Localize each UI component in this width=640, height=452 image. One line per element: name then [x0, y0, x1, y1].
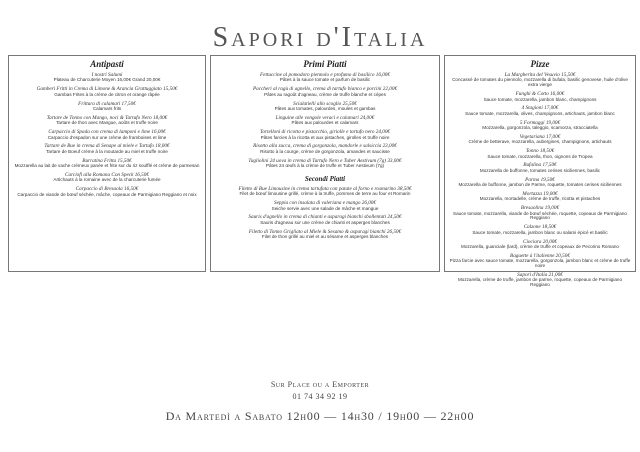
- menu-item: [448, 178, 632, 188]
- menu-item-name: Gamberi Fritti in Crema di Limone & Arancia Grattuggiato 15,50€: [36, 86, 178, 93]
- menu-item-name: 4 Stagioni 17,00€: [521, 105, 559, 112]
- menu-item-description: Sauce tomate, mozzarella, viande de bœuf séchée, roquette, copeaux de Parmigiano Reggiano: [453, 210, 627, 221]
- menu-item: [448, 106, 632, 116]
- antipasti-column: [8, 55, 206, 272]
- menu-item-name: 5 Formaggi 19,00€: [519, 119, 561, 126]
- menu-item-description: Mozzarella, gorgonzola, taleggio, scamorza, stracciatella: [482, 125, 598, 131]
- menu-item-description: Gambas Frites à la crème de citron et orange râpée: [54, 91, 160, 97]
- menu-item-description: Plateau de Charcuterie Moyen 16,00€ Grand 20,00€: [53, 77, 161, 83]
- menu-item: [214, 201, 436, 211]
- menu-item-name: Sauris d'agnello in crema di chianti e asparagi bianchi sbollentati 24,50€: [248, 214, 402, 221]
- menu-item-description: Mozzarella de buffonne, tomates cerises siciliennes, basilic: [479, 167, 601, 173]
- menu-item: [448, 240, 632, 250]
- menu-item-description: Pâtes au ragoût d'agneau, crème de truffe blanche et cèpes: [264, 91, 386, 97]
- menu-item-description: Pâtes à la sauce tomate et parfum de basilic: [279, 77, 371, 83]
- menu-item-description: Risotto à la courge, crème de gorgonzola, amandes et saucisse: [260, 148, 390, 154]
- menu-item: [214, 144, 436, 154]
- menu-item-name: Tonno 18,50€: [525, 148, 555, 155]
- menu-item-description: Pâtes aux palourdes et calamars: [291, 120, 359, 126]
- menu-item-name: Fettuccine al pomodoro piennolo e profumo di basilico 16,00€: [259, 72, 390, 78]
- pizze-heading: Pizze: [530, 59, 550, 69]
- menu-item-name: Filetto di Tonno Grigliato al Miele & Sesamo & asparagi bianchi 26,50€: [248, 228, 402, 235]
- menu-item-name: Mortazza 19,00€: [522, 190, 558, 197]
- menu-item-name: Calzone 18,50€: [523, 224, 557, 231]
- menu-item-name: Tartare de Tonno con Mango, noci & Tartufo Nero 18,00€: [46, 114, 168, 121]
- menu-item-description: Carpaccio de viande de bœuf séchée, mâche, copeaux de Parmigiano Reggiano et noix: [17, 191, 197, 197]
- menu-item-description: Mozzarella, guanciale (lard), crème de truffe et copeaux de Pecorino Romano: [461, 244, 619, 249]
- menu-item-description: Mozzarella au lait de vache crémeux panée et frite sur du riz soufflé et crème de parmesan: [14, 163, 200, 169]
- menu-item: [214, 230, 436, 240]
- menu-item: [214, 159, 436, 169]
- menu-item-description: Sauris d'agneau sur une crème de chianti et asperges blanches: [260, 219, 390, 225]
- pizze-list: [445, 73, 635, 288]
- menu-item-name: Funghi & Cotto 16,00€: [515, 91, 565, 98]
- menu-item-name: Ciociara 20,00€: [522, 238, 557, 245]
- menu-item: [214, 116, 436, 126]
- menu-item-description: Sauce tomate, mozzarella, jambon blanc, champignons: [483, 96, 597, 102]
- menu-item: [448, 225, 632, 235]
- menu-item-description: Tartare de thon avec Mangue, aoûts et truffe noire: [56, 120, 158, 126]
- menu-item-name: Frittura di calamari 17,50€: [78, 100, 136, 107]
- menu-item: [12, 159, 202, 169]
- menu-item-description: Filet de thon grillé au miel et au sésame et asperges blanches: [261, 234, 389, 240]
- menu-item: [214, 102, 436, 112]
- menu-item-name: Risotto alla zucca, crema di gorgonzola, mandorle e salsiccia 23,00€: [253, 143, 397, 150]
- menu-item-description: Pâtes 24 œufs à la crème de truffe et Tuber Aestivum (7g): [265, 163, 385, 169]
- menu-item-name: Bresaolina 19,00€: [520, 205, 560, 212]
- menu-item-description: Sauce tomate, mozzarella, thon, oignons de Tropea: [487, 153, 593, 159]
- menu-item-description: Carpaccio d'espadon sur une crème de framboises et lime: [47, 134, 167, 140]
- menu-item: [448, 135, 632, 145]
- menu-item-description: Sauce tomate, mozzarella, olives, champignons, artichauts, jambon blanc: [465, 110, 615, 116]
- menu-item: [214, 215, 436, 225]
- service-mode: Sur Place ou a Emporter: [270, 380, 370, 389]
- menu-item: [214, 187, 436, 197]
- primi-list: [211, 73, 439, 169]
- menu-item-name: Tartare de Bue in crema di Senape al miele e Tartufo 18,00€: [44, 143, 170, 150]
- menu-item-description: Sauce tomate, mozzarella, jambon blanc ou salami épicé et basilic: [472, 229, 608, 235]
- menu-item-description: Calamars frits: [92, 105, 122, 111]
- menu-item: [448, 149, 632, 159]
- menu-item-name: Paccheri al ragù di agnello, crema di tartufo bianco e porcini 22,00€: [252, 86, 398, 93]
- secondi-heading: Secondi Piatti: [304, 174, 346, 183]
- menu-item: [12, 173, 202, 183]
- menu-item: [12, 102, 202, 112]
- menu-item-name: Carciofi alla Romana Con Speck 16,50€: [65, 171, 149, 178]
- restaurant-title: Sapori d'Italia: [212, 22, 428, 53]
- menu-item: [12, 144, 202, 154]
- menu-item-name: Carpaccio di Spada con crema di lamponi e lime 16,00€: [48, 129, 166, 136]
- menu-item-name: I nostri Salumi: [91, 72, 123, 78]
- menu-item-description: Mozzarella de buffonne, jambon de Parme, roquette, tomates cerises siciliennes: [458, 182, 622, 188]
- menu-item-description: Artichauts à la romaine avec de la charcuterie fumée: [53, 177, 161, 183]
- menu-item-description: Pizza farcie avec sauce tomate, mozzarella, gorgonzola, jambon blanc et crème de truffe noire: [449, 258, 631, 269]
- menu-item-description: Mozzarella, crème de truffe, jambon de parme, roquette, copeaux de Parmigiano Reggiano: [457, 277, 623, 288]
- menu-item: [448, 121, 632, 131]
- phone-number: 01 74 34 92 19: [292, 392, 348, 401]
- menu-item: [448, 92, 632, 102]
- menu-item: [12, 116, 202, 126]
- menu-item: [448, 273, 632, 288]
- menu-item-name: Bufalina 17,50€: [523, 162, 557, 169]
- menu-item-name: Burratina Fritta 15,50€: [82, 157, 132, 164]
- menu-item-name: Parma 19,50€: [525, 176, 555, 183]
- menu-item-name: Baguette à l'italienne 20,50€: [510, 252, 570, 259]
- menu-item: [448, 254, 632, 269]
- menu-item-name: Seppia con insalata di valeriana e mango 26,00€: [273, 200, 376, 207]
- menu-item: [12, 130, 202, 140]
- menu-item: [448, 163, 632, 173]
- menu-item-description: Pâtes aux tomates, palourdes, moules et gambas: [274, 105, 376, 111]
- menu-item-description: Pâtes farcies à la ricotta et aux pistaches, girolles et truffe noire: [260, 134, 390, 140]
- menu-item-name: La Margherita del Vesuvio 15,50€: [504, 72, 576, 78]
- menu-item: [214, 87, 436, 97]
- menu-item-description: Crème de betterave, mozzarella, aubergines, champignons, artichauts: [468, 139, 612, 145]
- primi-column: [210, 55, 440, 272]
- antipasti-heading: Antipasti: [90, 59, 124, 69]
- menu-item: [12, 87, 202, 97]
- menu-item-name: Tagliolini 24 uova in crema di Tartufo Nero e Tuber Aestivum (7g) 33,00€: [248, 157, 402, 164]
- menu-item-name: Sapori d'Italia 21,00€: [517, 271, 563, 278]
- menu-item: [214, 130, 436, 140]
- pizze-column: [444, 55, 636, 288]
- menu-item-description: Tartare de Boeuf crème à la moutarde au miel et truffe noire: [46, 148, 168, 154]
- menu-item: [448, 73, 632, 88]
- menu-item-name: Tortelloni di ricotta e pistacchio, giriolle e tartufo nero 24,00€: [259, 129, 391, 136]
- secondi-list: [211, 187, 439, 240]
- menu-item-description: Filet de bœuf limousine grillé, crème à la truffe, pommes de terre au four et Romarin: [239, 191, 411, 197]
- menu-item-description: Seiche servie avec une salade de mâche et mangue: [271, 205, 379, 211]
- menu-item-name: Carpaccio di Bresaola 16,50€: [75, 186, 139, 193]
- menu-item: [12, 187, 202, 197]
- menu-item-name: Linguine alle vongole veraci e calamari 24,00€: [275, 114, 375, 121]
- menu-item-name: Scialatielli allo scoglio 25,50€: [293, 100, 357, 107]
- primi-heading: Primi Piatti: [303, 59, 347, 69]
- menu-item-description: Mozzarella, mortadelle, crème de truffe, ricotta et pistaches: [479, 196, 601, 202]
- menu-item-description: Concassé de tomates du piennolo, mozzarella di bufala, basilic genovese, huile d'olive extra vierge: [452, 77, 628, 88]
- opening-hours: Da Martedì a Sabato 12h00 — 14h30 / 19h00 — 22h00: [165, 409, 475, 423]
- menu-item-name: Vegetariana 17,00€: [519, 133, 561, 140]
- menu-item: [214, 73, 436, 83]
- antipasti-list: [9, 73, 205, 197]
- menu-item-name: Filetto di Bue Limousine in crema tartufata con patate al forno e rosmarino 38,50€: [238, 185, 412, 192]
- menu-item: [448, 192, 632, 202]
- menu-item: [12, 73, 202, 83]
- menu-item: [448, 206, 632, 221]
